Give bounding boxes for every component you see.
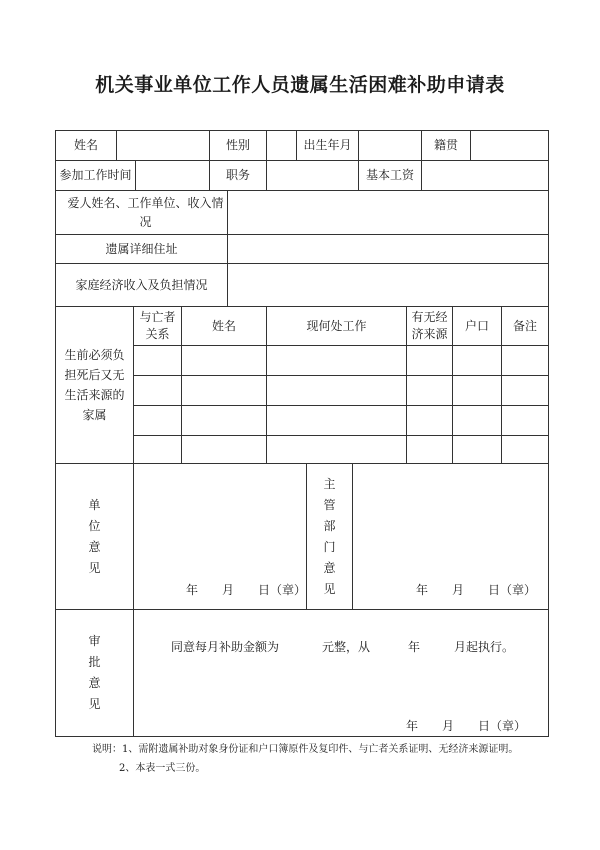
approval-label-text: 审批意见: [88, 634, 101, 711]
family-economy-label: 家庭经济收入及负担情况: [55, 263, 228, 307]
dep-row3-name[interactable]: [181, 405, 267, 436]
notes: [92, 740, 518, 778]
unit-opinion-label: [55, 463, 134, 610]
dep-row2-remark[interactable]: [501, 375, 549, 406]
dep-row2-income[interactable]: [406, 375, 453, 406]
dep-row4-remark[interactable]: [501, 435, 549, 464]
dep-header-relation-text: 与亡者关系: [139, 310, 176, 341]
approval-date: 年 月 日（章）: [406, 719, 527, 733]
dep-row2-work[interactable]: [266, 375, 407, 406]
name-label: 姓名: [55, 130, 117, 161]
address-field[interactable]: [227, 234, 549, 264]
dep-row3-work[interactable]: [266, 405, 407, 436]
note-line-1: 说明：1、需附遗属补助对象身份证和户口簿原件及复印件、与亡者关系证明、无经济来源证明。: [92, 744, 519, 755]
dep-row3-remark[interactable]: [501, 405, 549, 436]
gender-field[interactable]: [266, 130, 297, 161]
dep-row1-name[interactable]: [181, 345, 267, 376]
dep-row4-relation[interactable]: [133, 435, 182, 464]
dep-row1-relation[interactable]: [133, 345, 182, 376]
spouse-info-label: 爱人姓名、工作单位、收入情况: [55, 190, 228, 235]
spouse-info-field[interactable]: [227, 190, 549, 235]
dep-row4-income[interactable]: [406, 435, 453, 464]
dep-row4-hukou[interactable]: [452, 435, 502, 464]
dep-row1-income[interactable]: [406, 345, 453, 376]
dependents-label: [55, 306, 134, 464]
dependents-label-text: 生前必须负担死后又无生活来源的家属: [64, 348, 125, 422]
approval-label: [55, 609, 134, 737]
dep-header-work: 现何处工作: [266, 306, 407, 346]
dept-opinion-label-text: 主管部门意见: [323, 476, 336, 596]
dep-header-income-text: 有无经济来源: [411, 310, 448, 341]
approval-text-3: 年: [408, 640, 421, 654]
dep-row2-relation[interactable]: [133, 375, 182, 406]
base-salary-label: 基本工资: [358, 160, 422, 191]
gender-label: 性别: [209, 130, 267, 161]
unit-opinion-date: 年 月 日（章）: [186, 583, 307, 597]
dept-opinion-date: 年 月 日（章）: [416, 583, 537, 597]
name-field[interactable]: [116, 130, 210, 161]
dep-row2-hukou[interactable]: [452, 375, 502, 406]
address-label: 遗属详细住址: [55, 234, 228, 264]
dep-row1-remark[interactable]: [501, 345, 549, 376]
birth-label: 出生年月: [296, 130, 359, 161]
dep-row1-work[interactable]: [266, 345, 407, 376]
dep-row3-hukou[interactable]: [452, 405, 502, 436]
native-place-label: 籍贯: [421, 130, 471, 161]
position-label: 职务: [209, 160, 267, 191]
dep-row3-relation[interactable]: [133, 405, 182, 436]
dep-header-income: [406, 306, 453, 346]
page-title: 机关事业单位工作人员遗属生活困难补助申请表: [95, 74, 505, 96]
work-start-label: 参加工作时间: [55, 160, 136, 191]
dep-row4-name[interactable]: [181, 435, 267, 464]
dep-header-hukou: 户口: [452, 306, 502, 346]
dep-row1-hukou[interactable]: [452, 345, 502, 376]
work-start-field[interactable]: [135, 160, 210, 191]
dep-row4-work[interactable]: [266, 435, 407, 464]
position-field[interactable]: [266, 160, 359, 191]
dep-row3-income[interactable]: [406, 405, 453, 436]
dep-header-name: 姓名: [181, 306, 267, 346]
dep-row2-name[interactable]: [181, 375, 267, 406]
approval-text-1: 同意每月补助金额为: [171, 640, 280, 654]
base-salary-field[interactable]: [421, 160, 549, 191]
note-line-2: 2、本表一式三份。: [119, 763, 206, 774]
dept-opinion-label: [306, 463, 353, 610]
unit-opinion-label-text: 单位意见: [88, 497, 101, 575]
native-place-field[interactable]: [470, 130, 549, 161]
approval-text-2: 元整，从: [322, 640, 371, 654]
approval-text-4: 月起执行。: [454, 640, 515, 654]
dep-header-remark: 备注: [501, 306, 549, 346]
dep-header-relation: [133, 306, 182, 346]
birth-field[interactable]: [358, 130, 422, 161]
family-economy-field[interactable]: [227, 263, 549, 307]
